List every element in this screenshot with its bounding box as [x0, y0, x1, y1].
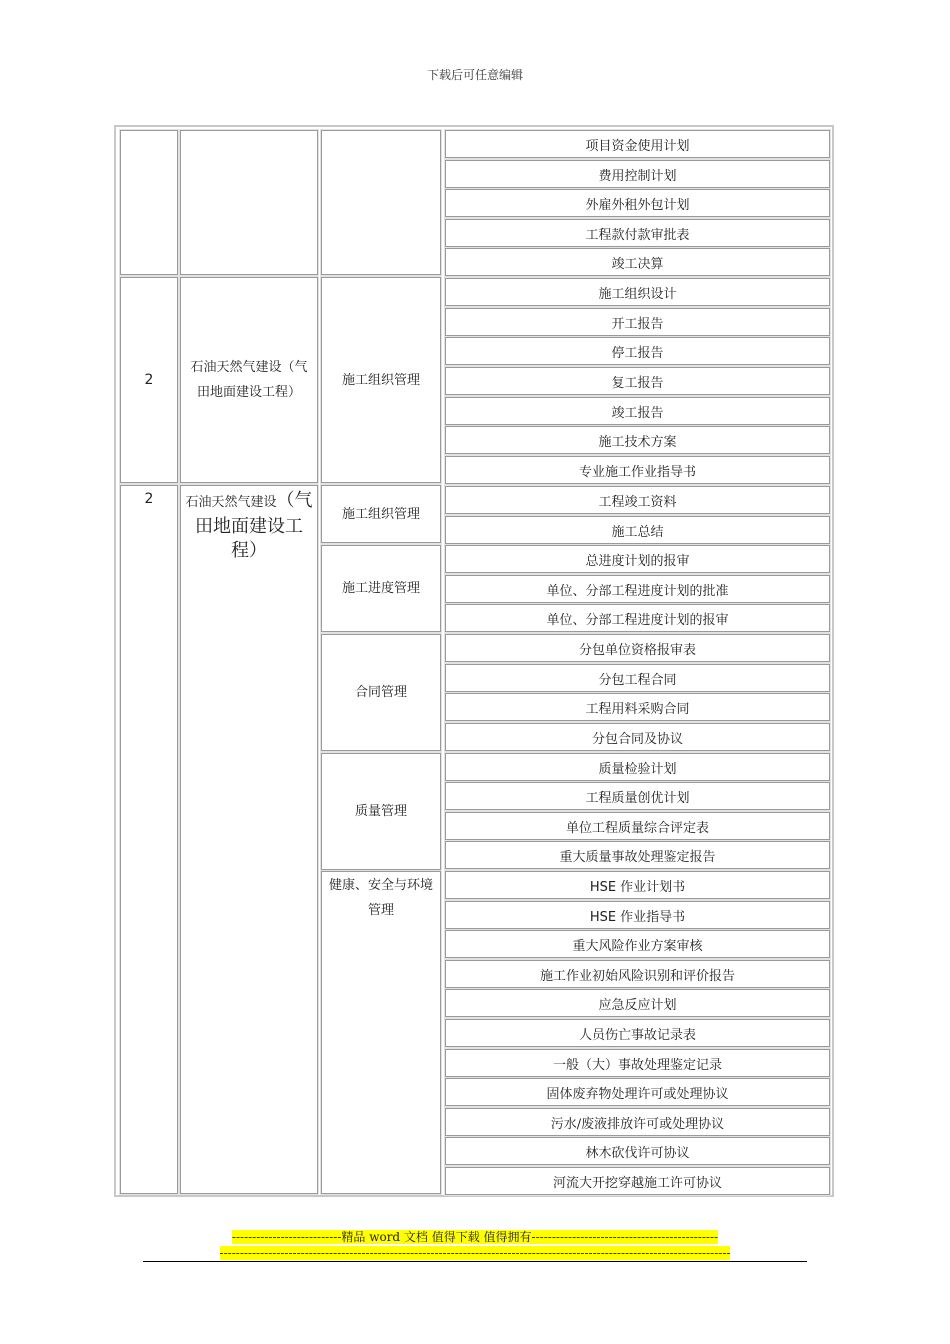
- doc-item: 分包合同及协议: [445, 723, 830, 751]
- footer-line-1: ---------------------------精品 word 文档 值得下载 值得拥有----------------------------------------------: [231, 1230, 719, 1244]
- doc-item: 施工总结: [445, 516, 830, 544]
- doc-item: HSE 作业指导书: [445, 901, 830, 929]
- doc-item: 分包单位资格报审表: [445, 634, 830, 662]
- row1-category-cell: [321, 130, 441, 275]
- row1-project-cell: [180, 130, 318, 275]
- doc-item: 开工报告: [445, 308, 830, 336]
- doc-item: 竣工报告: [445, 397, 830, 425]
- doc-item: 应急反应计划: [445, 989, 830, 1017]
- doc-item: 工程竣工资料: [445, 486, 830, 514]
- doc-item: 外雇外租外包计划: [445, 189, 830, 217]
- footer-rule: [143, 1261, 807, 1262]
- document-table: [114, 125, 834, 1197]
- doc-item: 工程款付款审批表: [445, 219, 830, 247]
- doc-item: 复工报告: [445, 367, 830, 395]
- doc-item: 固体废弃物处理许可或处理协议: [445, 1078, 830, 1106]
- footer-line-2: ------------------------------------------------------------------------------------------------------------------------------: [219, 1246, 731, 1260]
- category-schedule: 施工进度管理: [321, 545, 441, 632]
- category-construction-org: 施工组织管理: [321, 485, 441, 543]
- row3-project-cell: [180, 485, 318, 1194]
- row3-project-line2: 田地面建设工: [195, 516, 303, 537]
- row3-project-line3: 程）: [231, 540, 267, 561]
- doc-item: 施工作业初始风险识别和评价报告: [445, 960, 830, 988]
- category-quality: 质量管理: [321, 753, 441, 870]
- doc-item: 施工组织设计: [445, 278, 830, 306]
- doc-item: 河流大开挖穿越施工许可协议: [445, 1167, 830, 1195]
- row1-number-cell: [120, 130, 178, 275]
- doc-item: 项目资金使用计划: [445, 130, 830, 158]
- doc-item: 施工技术方案: [445, 426, 830, 454]
- doc-item: 工程质量创优计划: [445, 782, 830, 810]
- row2-category-cell: 施工组织管理: [321, 277, 441, 483]
- doc-item: 林木砍伐许可协议: [445, 1137, 830, 1165]
- row3-number-cell: 2: [120, 485, 178, 1194]
- doc-item: 重大质量事故处理鉴定报告: [445, 841, 830, 869]
- doc-item: 费用控制计划: [445, 160, 830, 188]
- category-hse: 健康、安全与环境管理: [321, 871, 441, 1194]
- doc-item: 专业施工作业指导书: [445, 456, 830, 484]
- row2-number-cell: 2: [120, 277, 178, 483]
- doc-item: 重大风险作业方案审核: [445, 930, 830, 958]
- doc-item: 竣工决算: [445, 248, 830, 276]
- doc-item: 总进度计划的报审: [445, 545, 830, 573]
- page-header: 下载后可任意编辑: [426, 68, 523, 82]
- row3-project-line1: 石油天然气建设（气: [185, 490, 313, 511]
- doc-item: 单位、分部工程进度计划的报审: [445, 604, 830, 632]
- row2-project-cell: 石油天然气建设（气田地面建设工程）: [180, 277, 318, 483]
- doc-item: 停工报告: [445, 337, 830, 365]
- doc-item: 工程用料采购合同: [445, 693, 830, 721]
- doc-item: 分包工程合同: [445, 664, 830, 692]
- doc-item: 质量检验计划: [445, 753, 830, 781]
- doc-item: 污水/废液排放许可或处理协议: [445, 1108, 830, 1136]
- doc-item: 人员伤亡事故记录表: [445, 1019, 830, 1047]
- doc-item: 单位、分部工程进度计划的批准: [445, 575, 830, 603]
- doc-item: 一般（大）事故处理鉴定记录: [445, 1049, 830, 1077]
- category-contract: 合同管理: [321, 634, 441, 751]
- doc-item: 单位工程质量综合评定表: [445, 812, 830, 840]
- doc-item: HSE 作业计划书: [445, 871, 830, 899]
